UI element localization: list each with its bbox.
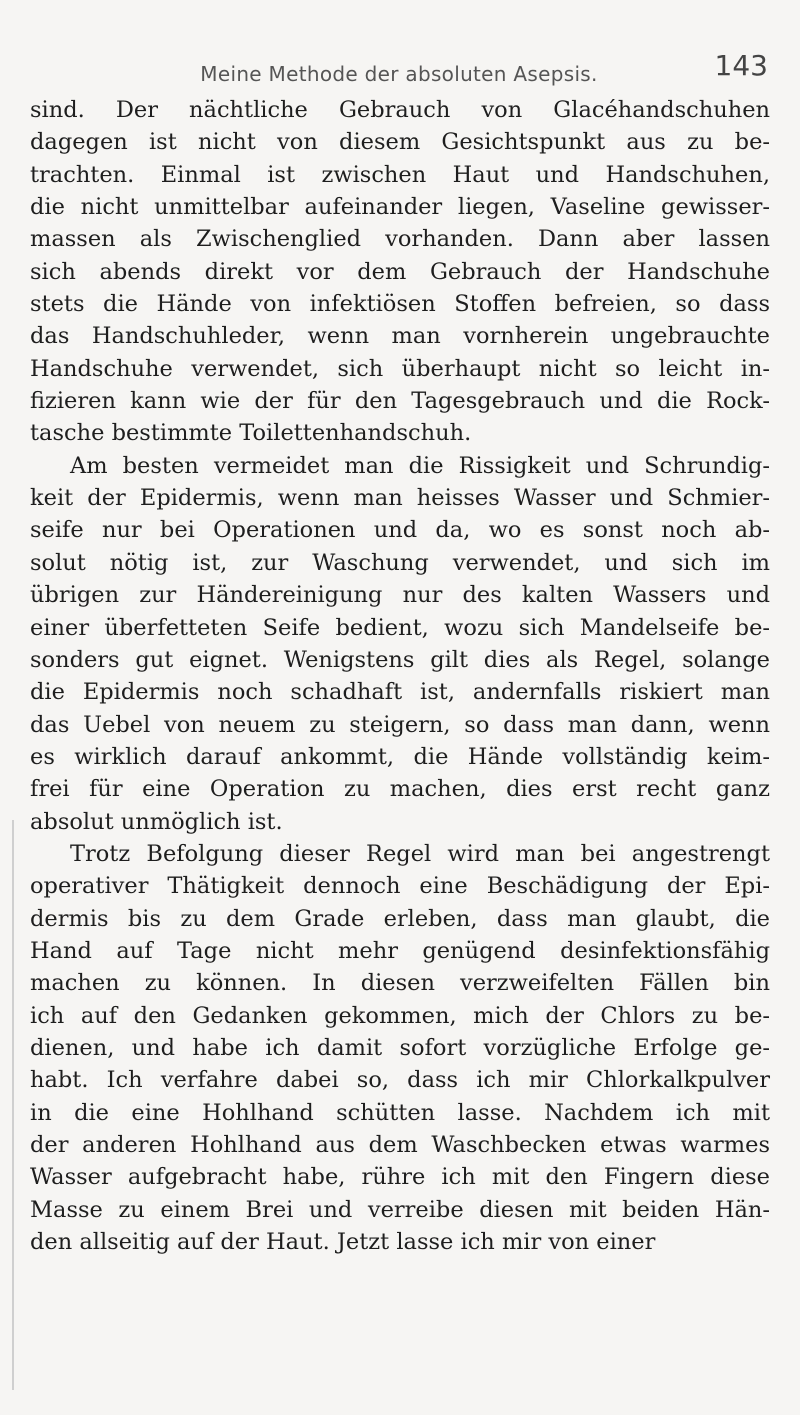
text-line: stets die Hände von infektiösen Stoffen befreien, so dass [30, 291, 770, 318]
running-head [30, 49, 768, 94]
text-line: dermis bis zu dem Grade erleben, dass man glaubt, die [30, 905, 770, 932]
paragraph-1 [30, 94, 770, 450]
text-line: der anderen Hohlhand aus dem Waschbecken etwas warmes [30, 1132, 770, 1158]
text-line: fizieren kann wie der für den Tagesgebrauch und die Rock- [30, 388, 770, 415]
text-line: die nicht unmittelbar aufeinander liegen, Vaseline gewisser- [30, 194, 770, 221]
text-line: absolut unmöglich ist. [30, 808, 283, 835]
text-line: Am besten vermeidet man die Rissigkeit und Schrundig- [70, 452, 770, 479]
text-line: Trotz Befolgung dieser Regel wird man bei angestrengt [70, 840, 770, 867]
text-line: ich auf den Gedanken gekommen, mich der Chlors zu be- [30, 1002, 770, 1029]
text-line: das Handschuhleder, wenn man vornherein ungebrauchte [30, 323, 770, 350]
text-line: frei für eine Operation zu machen, dies erst recht ganz [30, 776, 770, 803]
text-line: keit der Epidermis, wenn man heisses Wasser und Schmier- [30, 485, 770, 512]
text-line: übrigen zur Händereinigung nur des kalten Wassers und [30, 582, 770, 609]
text-line: in die eine Hohlhand schütten lasse. Nachdem ich mit [30, 1099, 770, 1126]
page-number: 143 [714, 49, 768, 82]
text-line: tasche bestimmte Toilettenhandschuh. [30, 420, 472, 447]
text-line: trachten. Einmal ist zwischen Haut und Handschuhen, [30, 161, 770, 188]
paragraph-3 [30, 838, 770, 1258]
text-line: das Uebel von neuem zu steigern, so dass man dann, wenn [30, 711, 770, 738]
text-line: die Epidermis noch schadhaft ist, andernfalls riskiert man [30, 679, 770, 706]
text-line: dienen, und habe ich damit sofort vorzügliche Erfolge ge- [30, 1034, 770, 1061]
text-line: den allseitig auf der Haut. Jetzt lasse ich mir von einer [30, 1229, 656, 1256]
binding-edge-shadow [12, 820, 14, 1390]
text-line: Hand auf Tage nicht mehr genügend desinfektionsfähig [30, 937, 770, 964]
text-line: seife nur bei Operationen und da, wo es sonst noch ab- [30, 517, 770, 544]
text-line: machen zu können. In diesen verzweifelten Fällen bin [30, 970, 770, 997]
text-line: operativer Thätigkeit dennoch eine Beschädigung der Epi- [30, 873, 770, 900]
running-title: Meine Methode der absoluten Asepsis. [200, 62, 598, 86]
text-line: sind. Der nächtliche Gebrauch von Glacéhandschuhen [30, 97, 770, 123]
text-line: dagegen ist nicht von diesem Gesichtspunkt aus zu be- [30, 129, 770, 156]
text-line: Wasser aufgebracht habe, rühre ich mit den Fingern diese [30, 1164, 770, 1191]
text-line: massen als Zwischenglied vorhanden. Dann aber lassen [30, 226, 770, 253]
body-text [30, 94, 770, 1258]
text-line: Masse zu einem Brei und verreibe diesen mit beiden Hän- [30, 1196, 770, 1223]
text-line: Handschuhe verwendet, sich überhaupt nicht so leicht in- [30, 355, 770, 382]
text-line: einer überfetteten Seife bedient, wozu sich Mandelseife be- [30, 614, 770, 641]
text-line: solut nötig ist, zur Waschung verwendet, und sich im [30, 549, 770, 576]
text-line: sonders gut eignet. Wenigstens gilt dies als Regel, solange [30, 646, 770, 673]
text-line: sich abends direkt vor dem Gebrauch der Handschuhe [30, 258, 770, 285]
text-line: habt. Ich verfahre dabei so, dass ich mir Chlorkalkpulver [30, 1067, 770, 1094]
text-line: es wirklich darauf ankommt, die Hände vollständig keim- [30, 743, 770, 770]
paragraph-2 [30, 450, 770, 838]
